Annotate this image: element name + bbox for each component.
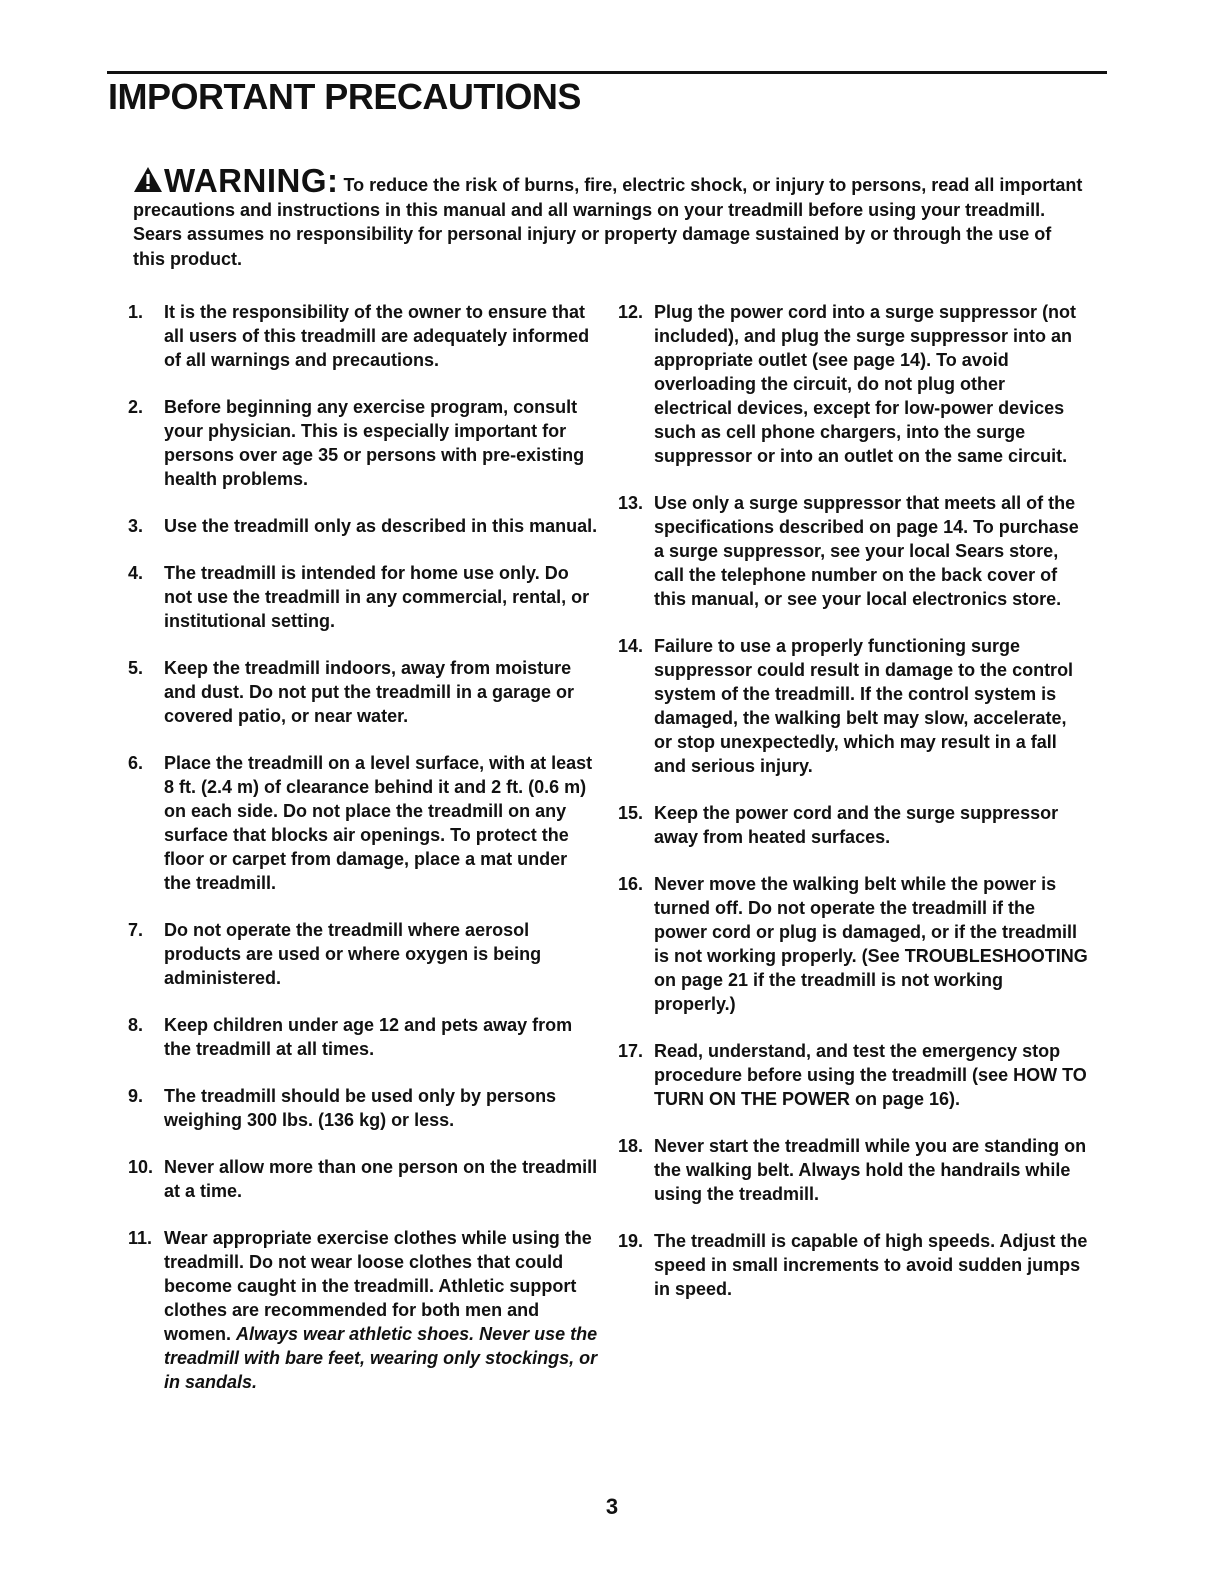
item-number: 15. [618, 803, 644, 823]
item-text: Do not operate the treadmill where aerosol products are used or where oxygen is being administered. [164, 920, 542, 988]
item-number: 9. [128, 1086, 144, 1106]
item-text: Read, understand, and test the emergency stop procedure before using the treadmill (see HOW TO TURN ON THE POWER on page 16). [654, 1041, 1087, 1109]
item-text: Keep the treadmill indoors, away from moisture and dust. Do not put the treadmill in a garage or covered patio, or near water. [164, 658, 575, 726]
precaution-item [128, 561, 598, 633]
item-text: Failure to use a properly functioning surge suppressor could result in damage to the control system of the treadmill. If the control system is damaged, the walking belt may slow, accelerate, or stop unexpectedly, which may result in a fall and serious injury. [654, 636, 1074, 776]
title-rule [107, 71, 1107, 74]
item-text: Never allow more than one person on the treadmill at a time. [164, 1157, 598, 1201]
precaution-item [128, 1084, 598, 1132]
item-text: Never start the treadmill while you are standing on the walking belt. Always hold the handrails while using the treadmill. [654, 1136, 1087, 1204]
precaution-item [618, 1229, 1088, 1301]
warning-label: WARNING: [164, 162, 339, 199]
precaution-item [128, 514, 598, 538]
item-number: 11. [128, 1228, 153, 1248]
item-text: Plug the power cord into a surge suppressor (not included), and plug the surge suppressor into an appropriate outlet (see page 14). To avoid overloading the circuit, do not plug other electrical devices, except for low-power devices such as cell phone chargers, into the surge suppressor or into an outlet on the same circuit. [654, 302, 1077, 466]
item-number: 7. [128, 920, 144, 940]
item-text: Before beginning any exercise program, consult your physician. This is especially important for persons over age 35 or persons with pre-existing health problems. [164, 397, 585, 489]
item-text: Use the treadmill only as described in this manual. [164, 516, 598, 536]
item-text: Wear appropriate exercise clothes while using the treadmill. Do not wear loose clothes that could become caught in the treadmill. Athletic support clothes are recommended for both men and women. [164, 1228, 592, 1344]
item-text: It is the responsibility of the owner to ensure that all users of this treadmill are adequately informed of all warnings and precautions. [164, 302, 590, 370]
precaution-item [618, 491, 1088, 611]
precaution-item [128, 1013, 598, 1061]
item-number: 14. [618, 636, 644, 656]
precaution-item [128, 1226, 598, 1394]
item-number: 13. [618, 493, 644, 513]
page-title: IMPORTANT PRECAUTIONS [108, 76, 581, 117]
precaution-item [618, 872, 1088, 1016]
precautions-left-column [128, 300, 598, 1417]
item-number: 19. [618, 1231, 644, 1251]
item-number: 17. [618, 1041, 644, 1061]
item-italic-text: Always wear athletic shoes. Never use the treadmill with bare feet, wearing only stockings, or in sandals. [164, 1324, 598, 1392]
item-text: Never move the walking belt while the power is turned off. Do not operate the treadmill if the power cord or plug is damaged, or if the treadmill is not working properly. (See TROUBLESHOOTING on page 21 if the treadmill is not working properly.) [654, 874, 1088, 1014]
item-number: 16. [618, 874, 644, 894]
item-text: The treadmill should be used only by persons weighing 300 lbs. (136 kg) or less. [164, 1086, 557, 1130]
item-text: Place the treadmill on a level surface, with at least 8 ft. (2.4 m) of clearance behind it and 2 ft. (0.6 m) on each side. Do not place the treadmill on any surface that blocks air openings. To protect the floor or carpet from damage, place a mat under the treadmill. [164, 753, 593, 893]
item-number: 6. [128, 753, 144, 773]
precautions-right-column [618, 300, 1088, 1324]
item-number: 2. [128, 397, 144, 417]
warning-triangle-icon [133, 166, 163, 193]
item-number: 12. [618, 302, 644, 322]
precaution-item [618, 300, 1088, 468]
precaution-item [128, 1155, 598, 1203]
precaution-item [618, 1134, 1088, 1206]
precaution-item [128, 751, 598, 895]
item-number: 8. [128, 1015, 144, 1035]
item-number: 1. [128, 302, 144, 322]
warning-block [133, 162, 1083, 271]
precaution-item [128, 395, 598, 491]
item-text: Keep the power cord and the surge suppressor away from heated surfaces. [654, 803, 1059, 847]
precaution-item [128, 300, 598, 372]
item-number: 4. [128, 563, 144, 583]
item-text: Use only a surge suppressor that meets all of the specifications described on page 14. To purchase a surge suppressor, see your local Sears store, call the telephone number on the back cover of this manual, or see your local electronics store. [654, 493, 1079, 609]
item-number: 18. [618, 1136, 644, 1156]
item-text: Keep children under age 12 and pets away from the treadmill at all times. [164, 1015, 573, 1059]
item-text: The treadmill is capable of high speeds. Adjust the speed in small increments to avoid sudden jumps in speed. [654, 1231, 1088, 1299]
precaution-item [618, 634, 1088, 778]
item-text: The treadmill is intended for home use only. Do not use the treadmill in any commercial, rental, or institutional setting. [164, 563, 590, 631]
precaution-item [128, 656, 598, 728]
precaution-item [618, 801, 1088, 849]
page-number: 3 [605, 1494, 619, 1519]
item-number: 5. [128, 658, 144, 678]
item-number: 10. [128, 1157, 154, 1177]
item-number: 3. [128, 516, 144, 536]
precaution-item [618, 1039, 1088, 1111]
precaution-item [128, 918, 598, 990]
warning-text: To reduce the risk of burns, fire, electric shock, or injury to persons, read all important precautions and instructions in this manual and all warnings on your treadmill before using your treadmill. Sears assumes no responsibility for personal injury or property damage sustained by or through the use of this product. [133, 175, 1083, 269]
